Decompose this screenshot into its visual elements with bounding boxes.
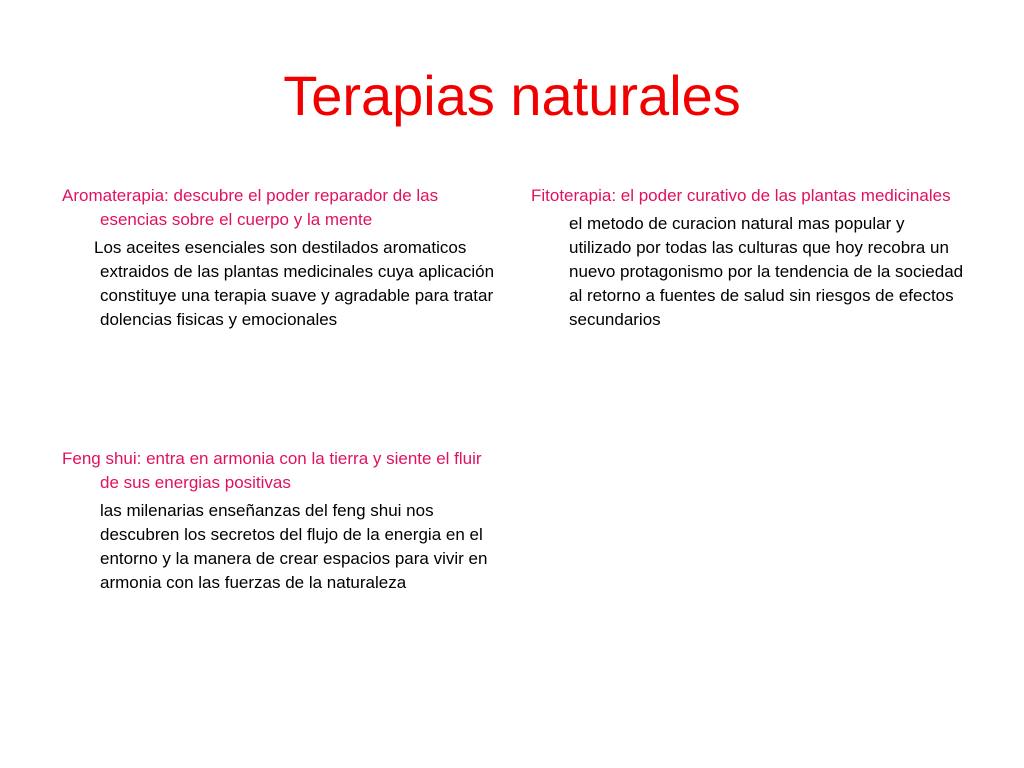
fitoterapia-body: el metodo de curacion natural mas popular y utilizado por todas las culturas que hoy recobra un nuevo protagonismo por la tendencia de la sociedad al retorno a fuentes de salud sin riesgos de efectos secundarios	[569, 214, 964, 329]
aromaterapia-body: Los aceites esenciales son destilados aromaticos extraidos de las plantas medicinales cuya aplicación constituye una terapia suave y agradable para tratar dolencias fisicas y emocionales	[94, 238, 495, 329]
feng-shui-heading: Feng shui: entra en armonia con la tierra y siente el fluir de sus energias positivas	[62, 449, 482, 492]
feng-shui-body: las milenarias enseñanzas del feng shui nos descubren los secretos del flujo de la energia en el entorno y la manera de crear espacios para vivir en armonia con las fuerzas de la naturaleza	[100, 501, 488, 592]
feng-shui-section	[62, 447, 502, 595]
aromaterapia-heading: Aromaterapia: descubre el poder reparador de las esencias sobre el cuerpo y la mente	[62, 186, 439, 229]
aromaterapia-section	[62, 184, 502, 332]
slide-title: Terapias naturales	[283, 64, 741, 127]
fitoterapia-section	[531, 184, 971, 332]
fitoterapia-heading: Fitoterapia: el poder curativo de las plantas medicinales	[531, 186, 951, 205]
